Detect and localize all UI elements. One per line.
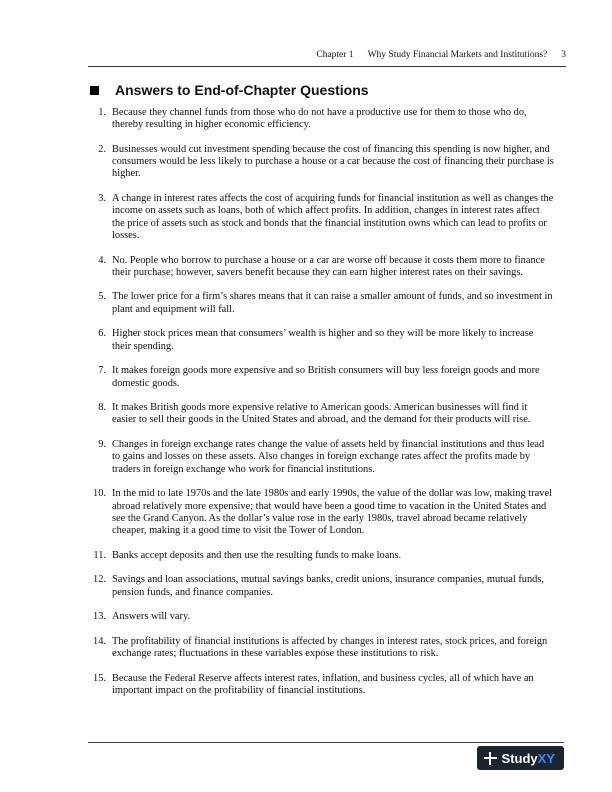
answer-text: Banks accept deposits and then use the resulting funds to make loans. (112, 549, 402, 561)
answer-text: Changes in foreign exchange rates change the value of assets held by financial institutions and thus lead to gains and losses on these assets. Also changes in foreign exchange rates affect the profits made by traders in foreign exchange who work for financial institutions. (112, 439, 545, 475)
answer-number: 11. (93, 549, 106, 561)
answer-number: 8. (98, 402, 106, 414)
answer-number: 6. (98, 328, 106, 340)
section-heading (90, 82, 369, 98)
answer-number: 12. (93, 574, 106, 586)
answer-text: Because the Federal Reserve affects interest rates, inflation, and business cycles, all of which have an important impact on the profitability of financial institutions. (112, 672, 534, 696)
square-bullet-icon (90, 86, 99, 95)
answer-text: Higher stock prices mean that consumers’ wealth is higher and so they will be more likely to increase their spending. (112, 328, 534, 352)
answer-text: The lower price for a firm’s shares means that it can raise a smaller amount of funds, and so investment in plant and equipment will fall. (112, 291, 553, 315)
answer-text: A change in interest rates affects the cost of acquiring funds for financial institution as well as changes the income on assets such as loans, both of which affect profits. In addition, changes in interest rates affect the price of assets such as stock and bonds that the financial institution owns which can lead to profits or losses. (112, 193, 554, 241)
answer-item (90, 402, 554, 427)
header-divider (88, 66, 566, 67)
answer-text: It makes foreign goods more expensive and so British consumers will buy less foreign goods and more domestic goods. (112, 365, 540, 389)
chapter-title: Why Study Financial Markets and Institutions? (367, 50, 548, 60)
answer-text: No. People who borrow to purchase a house or a car are worse off because it costs them more to finance their purchase; however, savers benefit because they can earn higher interest rates on their savings. (112, 254, 545, 278)
footer-divider (88, 742, 564, 743)
answer-item (90, 673, 554, 698)
page-number: 3 (561, 50, 566, 60)
answer-text: It makes British goods more expensive relative to American goods. American businesses will find it easier to sell their goods in the United States and abroad, and the demand for their products will rise. (112, 402, 531, 426)
answer-number: 10. (93, 488, 106, 500)
answer-item (90, 328, 554, 353)
answers-list (90, 107, 554, 710)
answer-item (90, 365, 554, 390)
answer-item (90, 439, 554, 476)
brand-name-part2: XY (537, 750, 555, 766)
answer-item (90, 611, 554, 623)
answer-text: Businesses would cut investment spending because the cost of financing this spending is now higher, and consumers would be less likely to purchase a house or a car because the cost of financing their purchase is higher. (112, 143, 554, 180)
answer-number: 5. (98, 291, 106, 303)
running-header (316, 50, 566, 60)
answer-number: 3. (98, 193, 106, 205)
answer-text: Because they channel funds from those who do not have a productive use for them to those who do, thereby resulting in higher economic efficiency. (112, 107, 527, 131)
answer-number: 14. (93, 635, 106, 647)
answer-item (90, 550, 554, 562)
answer-item (90, 107, 554, 132)
answer-number: 15. (93, 672, 106, 684)
brand-name-part1: Study (501, 750, 538, 766)
answer-number: 7. (98, 365, 106, 377)
answer-item (90, 193, 554, 242)
answer-item (90, 144, 554, 181)
answer-number: 2. (98, 143, 106, 155)
answer-number: 9. (98, 439, 106, 451)
answer-text: The profitability of financial institutions is affected by changes in interest rates, stock prices, and foreign exchange rates; fluctuations in these variables expose these institutions to risk. (112, 635, 548, 660)
answer-item (90, 291, 554, 316)
studyxy-logo (477, 746, 564, 770)
answer-item (90, 574, 554, 599)
answer-item (90, 488, 554, 537)
answer-text: In the mid to late 1970s and the late 1980s and early 1990s, the value of the dollar was low, making travel abroad relatively more expensive; that would have been a good time to vacation in the United States and see the Grand Canyon. As the dollar’s value rose in the early 1980s, travel abroad became relatively cheaper, making it a good time to visit the Tower of London. (112, 488, 552, 537)
answer-number: 1. (98, 107, 106, 118)
answer-text: Savings and loan associations, mutual savings banks, credit unions, insurance companies, mutual funds, pension funds, and finance companies. (112, 574, 545, 598)
chapter-label: Chapter 1 (316, 50, 354, 60)
plus-icon (484, 752, 497, 765)
section-title-text: Answers to End-of-Chapter Questions (115, 82, 369, 98)
answer-item (90, 636, 554, 661)
answer-number: 4. (98, 254, 106, 266)
answer-number: 13. (93, 611, 106, 623)
answer-text: Answers will vary. (112, 611, 191, 623)
answer-item (90, 255, 554, 280)
